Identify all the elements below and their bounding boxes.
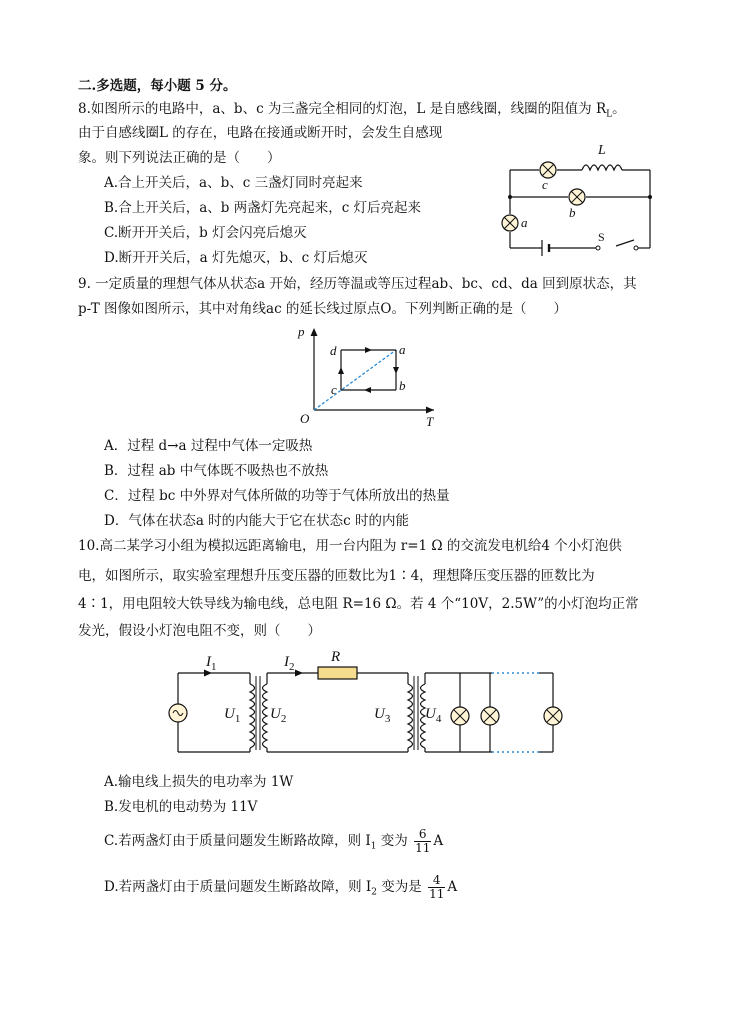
q10-option-c-mid: 变为 — [376, 833, 408, 849]
switch-contact-right — [634, 246, 638, 250]
q8-option-c: C.断开开关后，b 灯会闪亮后熄灭 — [104, 225, 307, 241]
q8-label-b: b — [569, 205, 576, 220]
arrow-bc-icon — [364, 387, 371, 393]
q10-transmission-circuit — [170, 646, 580, 761]
arrow-da-icon — [365, 347, 372, 353]
q8-label-c: c — [542, 177, 548, 192]
q9-label-O: O — [300, 411, 310, 426]
q10-option-d-sub: 2 — [371, 887, 377, 898]
q9-option-c: C．过程 bc 中外界对气体所做的功等于气体所放出的热量 — [104, 488, 450, 504]
q10-stem-line-1: 10.高二某学习小组为模拟远距离输电，用一台内阻为 r=1 Ω 的交流发电机给4 个小灯泡供 — [78, 538, 622, 554]
q9-label-p: p — [298, 324, 305, 339]
q9-option-a: A．过程 d→a 过程中气体一定吸热 — [104, 438, 313, 454]
q9-label-a: a — [399, 342, 406, 357]
q8-option-b: B.合上开关后，a、b 两盏灯先亮起来，c 灯后亮起来 — [104, 200, 422, 216]
fraction-denominator: 11 — [415, 841, 431, 855]
q8-option-a: A.合上开关后，a、b、c 三盏灯同时亮起来 — [104, 175, 363, 191]
lamp-c-icon — [540, 162, 556, 178]
q10-option-c-unit: A — [433, 833, 444, 849]
q8-stem-end: 。 — [612, 101, 626, 117]
load-lamp-1-icon — [451, 707, 469, 725]
q10-option-c — [104, 826, 443, 862]
q8-stem-line-2: 由于自感线圈L 的存在，电路在接通或断开时，会发生自感现 — [78, 125, 443, 141]
q10-label-u1: $U_1$ — [224, 706, 241, 725]
resistor-R — [318, 667, 357, 679]
q10-option-d — [104, 872, 457, 908]
q10-option-d-fraction — [428, 874, 445, 901]
q9-label-b: b — [399, 378, 406, 393]
q10-option-b: B.发电机的电动势为 11V — [104, 799, 258, 815]
q10-label-i2: $I_2$ — [284, 654, 295, 673]
lamp-a-icon — [502, 215, 518, 231]
q9-label-T: T — [426, 414, 434, 429]
t-axis-arrow-icon — [426, 407, 434, 414]
q8-stem-line-1 — [78, 99, 626, 125]
load-lamp-2-icon — [481, 707, 499, 725]
q10-label-R: R — [331, 649, 341, 665]
ac-source-icon — [169, 704, 187, 722]
q9-option-b: B．过程 ab 中气体既不吸热也不放热 — [104, 463, 329, 479]
q10-option-d-text: D.若两盏灯由于质量问题发生断路故障，则 I — [104, 879, 372, 895]
fraction-numerator: 6 — [414, 828, 431, 842]
oa-dashed-line — [314, 350, 396, 410]
q9-stem-line-2: p-T 图像如图所示，其中对角线ac 的延长线过原点O。下列判断正确的是（ ） — [78, 301, 567, 317]
q8-circuit-figure — [490, 138, 660, 258]
q10-stem-line-4: 发光，假设小灯泡电阻不变，则（ ） — [78, 623, 321, 639]
q9-stem-line-1: 9. 一定质量的理想气体从状态a 开始，经历等温或等压过程ab、bc、cd、da 回到原状态，其 — [78, 276, 637, 292]
switch-contact-left — [596, 246, 600, 250]
q8-label-S: S — [598, 230, 605, 244]
q10-stem-line-2: 电，如图所示，取实验室理想升压变压器的匝数比为1∶4，理想降压变压器的匝数比为 — [78, 568, 595, 584]
arrow-ab-icon — [393, 367, 399, 374]
q10-option-c-fraction — [414, 828, 431, 855]
q8-option-d: D.断开开关后，a 灯先熄灭，b、c 灯后熄灭 — [104, 250, 368, 266]
q8-label-L: L — [598, 143, 606, 158]
q10-option-c-text: C.若两盏灯由于质量问题发生断路故障，则 I — [104, 833, 371, 849]
fraction-numerator: 4 — [428, 874, 445, 888]
q10-option-d-mid: 变为是 — [377, 879, 422, 895]
q8-label-a: a — [521, 215, 528, 230]
q10-stem-line-3: 4∶1，用电阻较大铁导线为输电线，总电阻 R=16 Ω。若 4 个“10V，2.5W”的小灯泡均正常 — [78, 596, 639, 612]
fraction-denominator: 11 — [429, 887, 445, 901]
lamp-b-icon — [569, 189, 585, 205]
q10-label-u4: $U_4$ — [425, 706, 442, 725]
q10-option-c-sub: 1 — [370, 841, 377, 852]
load-lamp-3-icon — [544, 707, 562, 725]
arrow-cd-icon — [338, 367, 344, 374]
q10-label-u2: $U_2$ — [270, 706, 287, 725]
q9-pt-graph — [292, 322, 442, 432]
q8-stem-line-3: 象。则下列说法正确的是（ ） — [78, 150, 281, 166]
q9-label-c: c — [331, 382, 337, 397]
q8-stem-text-1: 8.如图所示的电路中，a、b、c 为三盏完全相同的灯泡，L 是自感线圈，线圈的阻值为 R — [78, 101, 607, 117]
q10-option-a: A.输电线上损失的电功率为 1W — [104, 774, 294, 790]
q10-option-d-unit: A — [447, 879, 458, 895]
q9-option-d: D．气体在状态a 时的内能大于它在状态c 时的内能 — [104, 513, 410, 529]
q10-label-u3: $U_3$ — [374, 706, 391, 725]
q10-label-i1: $I_1$ — [206, 654, 217, 673]
q8-stem-sub: L — [606, 109, 613, 120]
current-arrow-i2-icon — [295, 670, 303, 677]
p-axis-arrow-icon — [311, 328, 318, 336]
q9-label-d: d — [330, 343, 337, 358]
section-title: 二.多选题，每小题 5 分。 — [78, 78, 237, 94]
